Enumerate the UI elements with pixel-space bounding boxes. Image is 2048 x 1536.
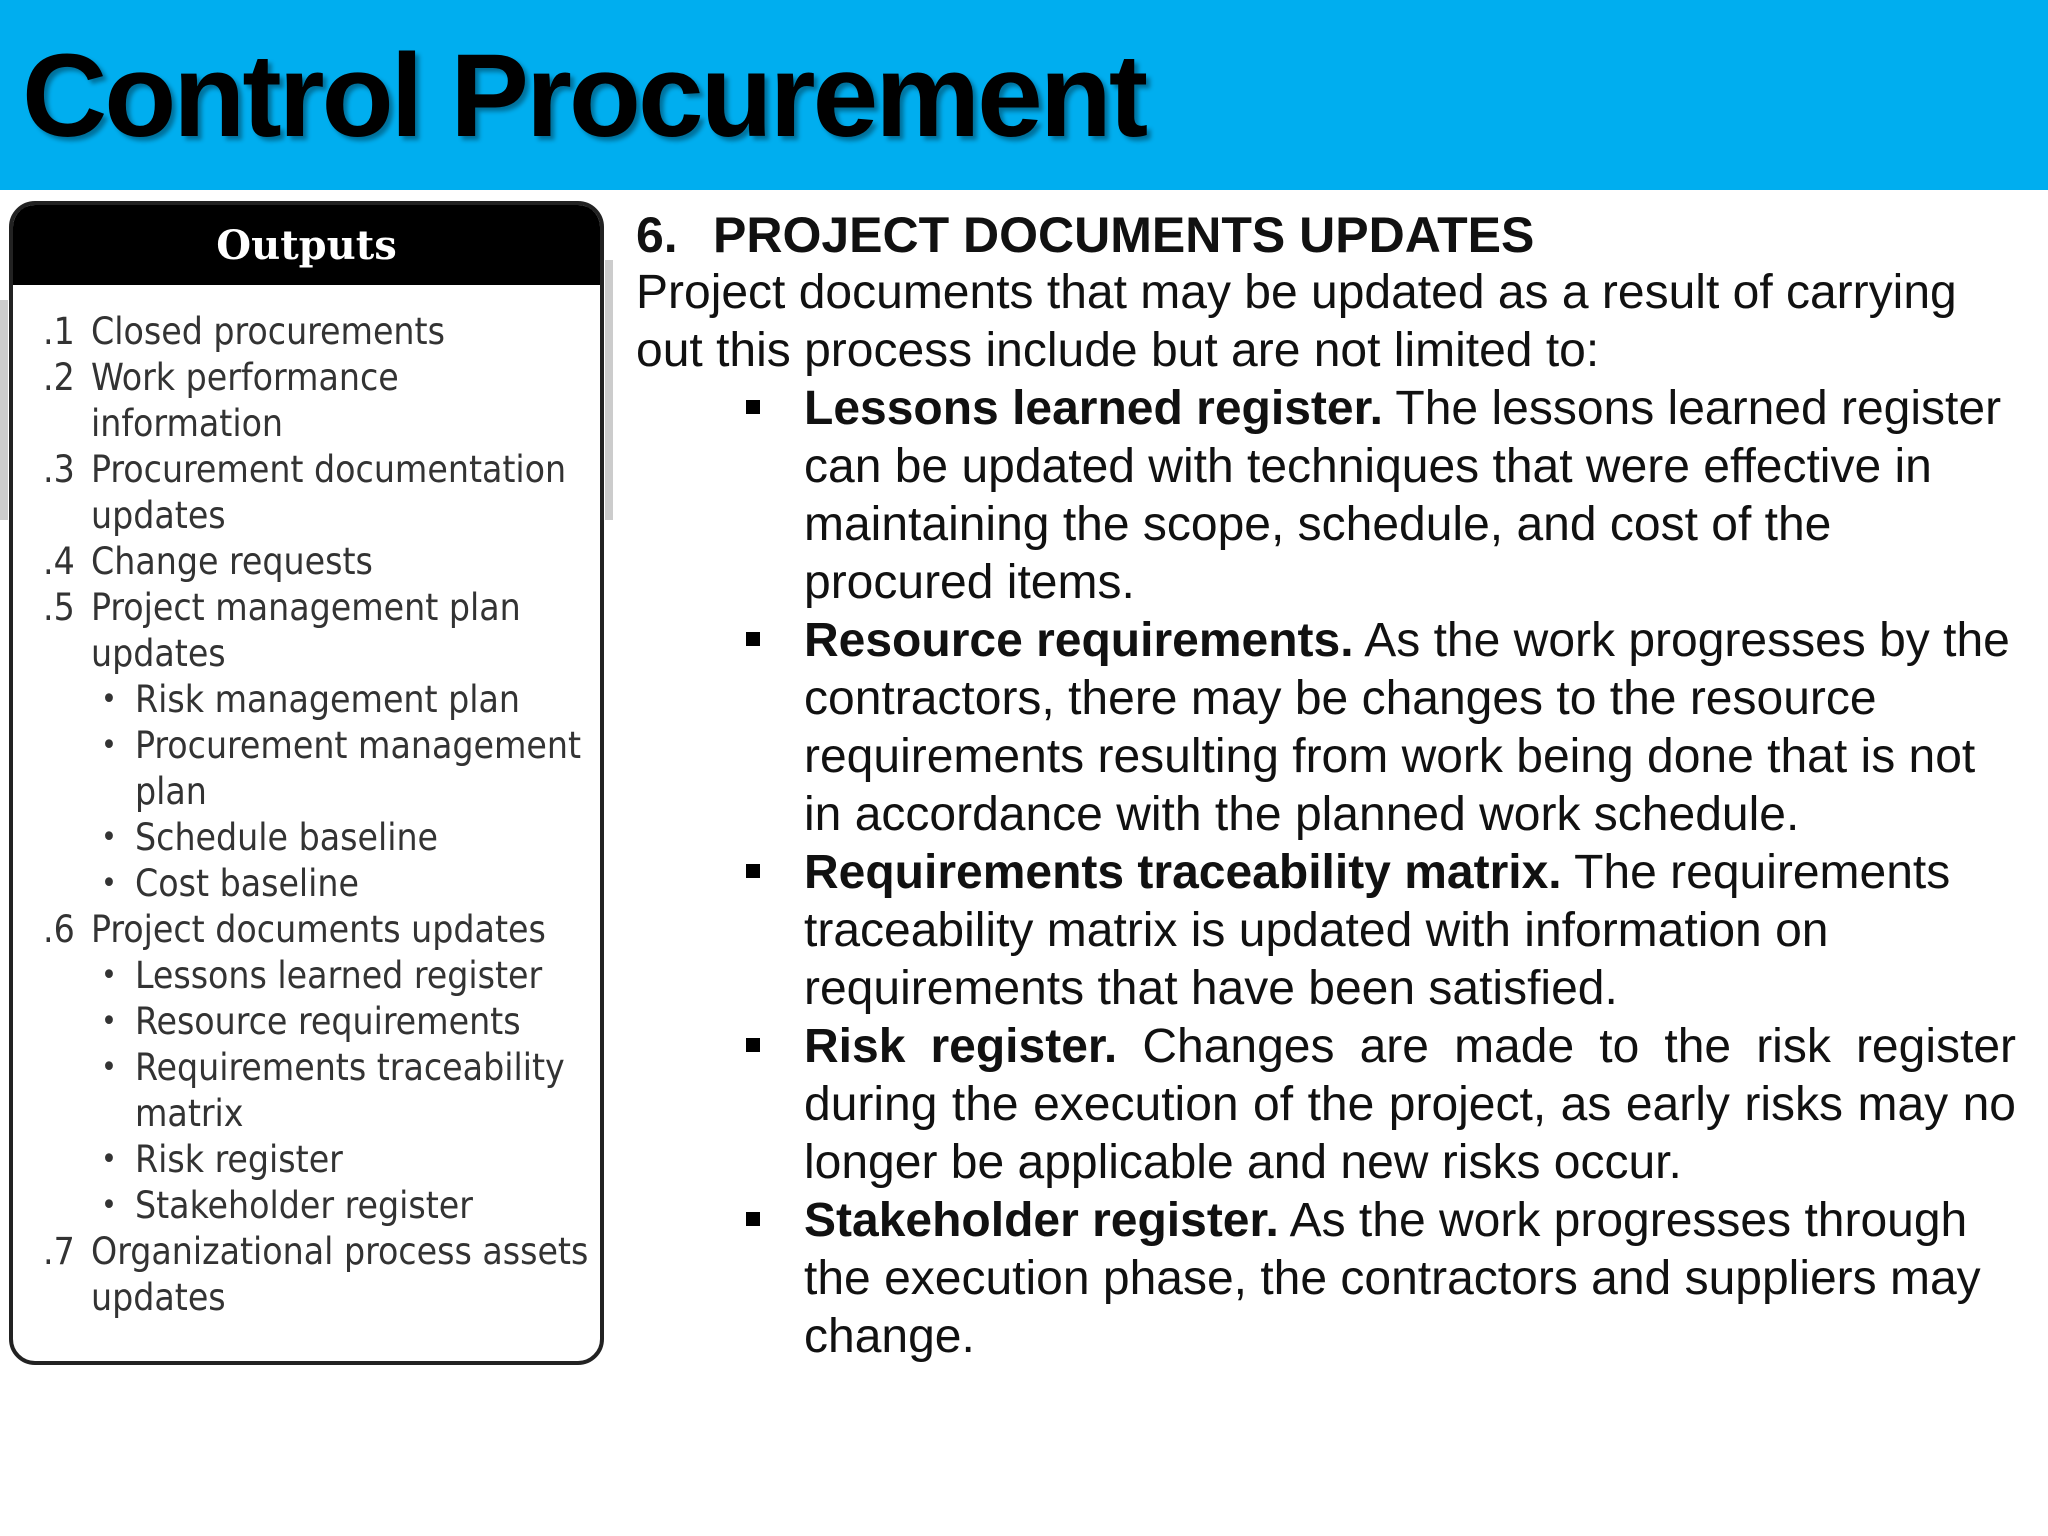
output-subitem-text: Requirements traceability matrix bbox=[135, 1046, 565, 1135]
output-subitem bbox=[101, 861, 592, 907]
bullet-item bbox=[636, 612, 2016, 844]
square-bullet-icon bbox=[746, 1038, 760, 1052]
output-number: .1 bbox=[43, 310, 75, 353]
bullet-term: Risk register. bbox=[804, 1020, 1118, 1073]
output-item bbox=[43, 539, 592, 585]
title-bar bbox=[0, 0, 2048, 190]
output-text: Project documents updates bbox=[91, 908, 546, 951]
bullet-item bbox=[636, 844, 2016, 1018]
output-subitem bbox=[101, 1137, 592, 1183]
divider bbox=[0, 300, 8, 520]
bullet-item bbox=[636, 380, 2016, 612]
output-subitem-text: Schedule baseline bbox=[135, 816, 439, 859]
slide-title: Control Procurement bbox=[22, 30, 1146, 162]
output-text: Procurement documentation updates bbox=[91, 448, 567, 537]
output-number: .6 bbox=[43, 908, 75, 951]
bullet-item bbox=[636, 1018, 2016, 1192]
output-subitem bbox=[101, 723, 592, 815]
bullet-icon: • bbox=[101, 682, 117, 717]
output-subitem-text: Procurement management plan bbox=[135, 724, 582, 813]
bullet-icon: • bbox=[101, 1050, 117, 1085]
divider bbox=[605, 260, 613, 520]
bullet-text: The requirements traceability matrix is updated with information on requirements that have been satisfied. bbox=[804, 846, 1951, 1015]
output-number: .2 bbox=[43, 356, 75, 399]
output-item bbox=[43, 309, 592, 355]
bullet-icon: • bbox=[101, 958, 117, 993]
output-subitem bbox=[101, 999, 592, 1045]
bullet-icon: • bbox=[101, 1142, 117, 1177]
bullet-term: Lessons learned register. bbox=[804, 382, 1383, 435]
output-subitem-text: Lessons learned register bbox=[135, 954, 543, 997]
section-number: 6. bbox=[636, 207, 678, 263]
output-subitem bbox=[101, 815, 592, 861]
output-subitem bbox=[101, 677, 592, 723]
output-text: Project management plan updates bbox=[91, 586, 521, 675]
bullet-text: As the work progresses through the execution phase, the contractors and suppliers may change. bbox=[804, 1194, 1981, 1363]
content-panel bbox=[636, 206, 2016, 1366]
bullet-term: Requirements traceability matrix. bbox=[804, 846, 1562, 899]
output-text: Work performance information bbox=[91, 356, 399, 445]
outputs-header: Outputs bbox=[13, 205, 600, 285]
bullet-icon: • bbox=[101, 1188, 117, 1223]
bullet-icon: • bbox=[101, 728, 117, 763]
outputs-list bbox=[43, 309, 592, 1321]
bullet-text: As the work progresses by the contractors, there may be changes to the resource requirements resulting from work being done that is not in accordance with the planned work schedule. bbox=[804, 614, 2010, 841]
output-number: .3 bbox=[43, 448, 75, 491]
output-item bbox=[43, 355, 592, 447]
output-subitem-text: Cost baseline bbox=[135, 862, 360, 905]
section-title: PROJECT DOCUMENTS UPDATES bbox=[713, 207, 1535, 263]
bullet-list bbox=[636, 380, 2016, 1366]
output-subitem-text: Risk register bbox=[135, 1138, 343, 1181]
output-subitem-text: Resource requirements bbox=[135, 1000, 521, 1043]
output-number: .7 bbox=[43, 1230, 75, 1273]
output-number: .4 bbox=[43, 540, 75, 583]
output-text: Organizational process assets updates bbox=[91, 1230, 589, 1319]
output-item bbox=[43, 1229, 592, 1321]
bullet-icon: • bbox=[101, 1004, 117, 1039]
intro-paragraph: Project documents that may be updated as a result of carrying out this process include but are not limited to: bbox=[636, 266, 1957, 377]
outputs-box bbox=[9, 201, 604, 1365]
bullet-term: Resource requirements. bbox=[804, 614, 1354, 667]
output-subitem bbox=[101, 1045, 592, 1137]
bullet-text: Changes are made to the risk register during the execution of the project, as early risks may no longer be applicable and new risks occur. bbox=[804, 1020, 2016, 1189]
output-text: Change requests bbox=[91, 540, 373, 583]
section-heading bbox=[636, 206, 2016, 264]
square-bullet-icon bbox=[746, 400, 760, 414]
output-subitem bbox=[101, 1183, 592, 1229]
output-item bbox=[43, 447, 592, 539]
output-subitem bbox=[101, 953, 592, 999]
square-bullet-icon bbox=[746, 1212, 760, 1226]
square-bullet-icon bbox=[746, 632, 760, 646]
output-item bbox=[43, 585, 592, 677]
output-subitem-text: Risk management plan bbox=[135, 678, 521, 721]
square-bullet-icon bbox=[746, 864, 760, 878]
bullet-item bbox=[636, 1192, 2016, 1366]
bullet-text: The lessons learned register can be updated with techniques that were effective in maintaining the scope, schedule, and cost of the procured items. bbox=[804, 382, 2002, 609]
bullet-term: Stakeholder register. bbox=[804, 1194, 1279, 1247]
output-text: Closed procurements bbox=[91, 310, 445, 353]
output-subitem-text: Stakeholder register bbox=[135, 1184, 473, 1227]
output-number: .5 bbox=[43, 586, 75, 629]
bullet-icon: • bbox=[101, 866, 117, 901]
output-item bbox=[43, 907, 592, 953]
bullet-icon: • bbox=[101, 820, 117, 855]
